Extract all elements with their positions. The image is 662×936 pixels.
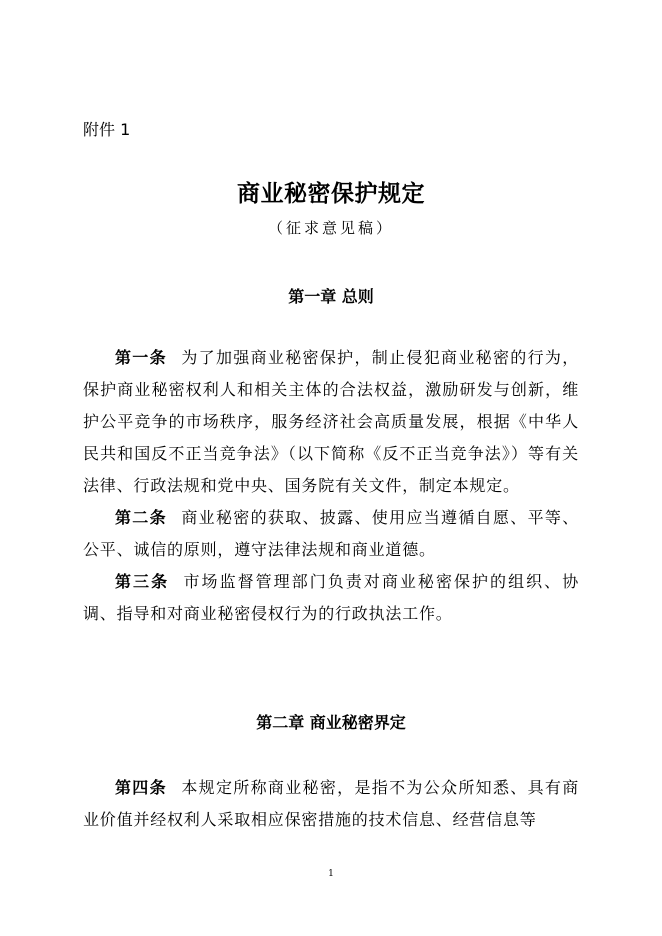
- article-text: 为了加强商业秘密保护，制止侵犯商业秘密的行为，保护商业秘密权利人和相关主体的合法权益，激励研发与创新，维护公平竞争的市场秩序，服务经济社会高质量发展，根据《中华人民共和国反不正当竞争法》（以下简称《反不正当竞争法》）等有关法律、行政法规和党中央、国务院有关文件，制定本规定。: [83, 348, 579, 495]
- article-label: 第一条: [115, 348, 167, 367]
- article-text: 市场监督管理部门负责对商业秘密保护的组织、协调、指导和对商业秘密侵权行为的行政执法工作。: [83, 572, 579, 623]
- attachment-label: 附件 1: [83, 120, 131, 139]
- article-text: 商业秘密的获取、披露、使用应当遵循自愿、平等、公平、诚信的原则，遵守法律法规和商业道德。: [83, 508, 579, 559]
- article-paragraph: [83, 342, 579, 502]
- article-label: 第四条: [115, 778, 167, 797]
- document-title: 商业秘密保护规定: [237, 180, 425, 207]
- chapter-body: [83, 772, 579, 836]
- article-paragraph: [83, 566, 579, 630]
- document-subtitle: （征求意见稿）: [267, 219, 394, 237]
- article-label: 第二条: [115, 508, 167, 527]
- article-paragraph: [83, 502, 579, 566]
- article-text: 本规定所称商业秘密，是指不为公众所知悉、具有商业价值并经权利人采取相应保密措施的技术信息、经营信息等: [83, 778, 579, 829]
- chapter-body: [83, 342, 579, 630]
- page-number: 1: [328, 869, 334, 879]
- chapter-heading: 第一章 总则: [288, 287, 374, 306]
- article-paragraph: [83, 772, 579, 836]
- chapter-heading: 第二章 商业秘密界定: [256, 713, 406, 732]
- article-label: 第三条: [115, 572, 170, 591]
